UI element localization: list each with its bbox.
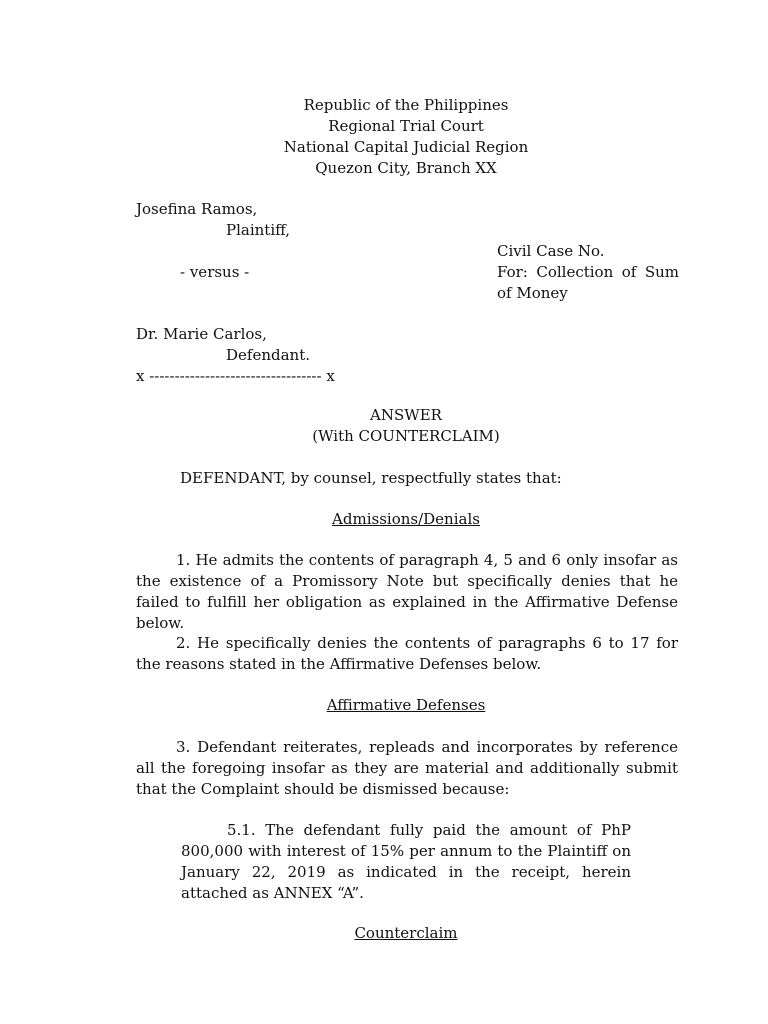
affirmative-heading: Affirmative Defenses [326, 696, 486, 714]
header-region: National Capital Judicial Region [283, 138, 529, 156]
header-branch: Quezon City, Branch XX [315, 159, 497, 177]
civil-case-no: Civil Case No. [497, 242, 605, 260]
defendant-name: Dr. Marie Carlos, [136, 325, 267, 343]
paragraph-3: 3. Defendant reiterates, repleads and incorporates by reference all the foregoing insofar as they are material and additionally submit that the Complaint should be dismissed because: [136, 738, 678, 798]
case-nature-line2: of Money [497, 284, 568, 302]
counterclaim-heading: Counterclaim [354, 924, 458, 942]
paragraph-5-1: 5.1. The defendant fully paid the amount of PhP 800,000 with interest of 15% per annum to the Plaintiff on January 22, 2019 as indicated in the receipt, herein attached as ANNEX “A”. [181, 821, 631, 902]
header-republic: Republic of the Philippines [303, 96, 509, 114]
admissions-heading: Admissions/Denials [332, 510, 480, 528]
paragraph-2: 2. He specifically denies the contents of paragraphs 6 to 17 for the reasons stated in the Affirmative Defenses below. [136, 634, 678, 673]
plaintiff-role: Plaintiff, [226, 221, 291, 239]
caption-divider: x ---------------------------------- x [136, 367, 335, 385]
header-court: Regional Trial Court [328, 117, 484, 135]
defendant-role: Defendant. [226, 346, 310, 364]
case-nature-line1: For: Collection of Sum [497, 263, 679, 281]
plaintiff-name: Josefina Ramos, [136, 200, 258, 218]
intro-statement: DEFENDANT, by counsel, respectfully states that: [180, 469, 562, 487]
paragraph-1: 1. He admits the contents of paragraph 4, 5 and 6 only insofar as the existence of a Promissory Note but specifically denies that he failed to fulfill her obligation as explained in the Affirmative Defense below. [136, 551, 678, 632]
pleading-title: ANSWER [370, 406, 442, 424]
versus-label: - versus - [180, 263, 250, 281]
pleading-subtitle: (With COUNTERCLAIM) [312, 427, 500, 445]
